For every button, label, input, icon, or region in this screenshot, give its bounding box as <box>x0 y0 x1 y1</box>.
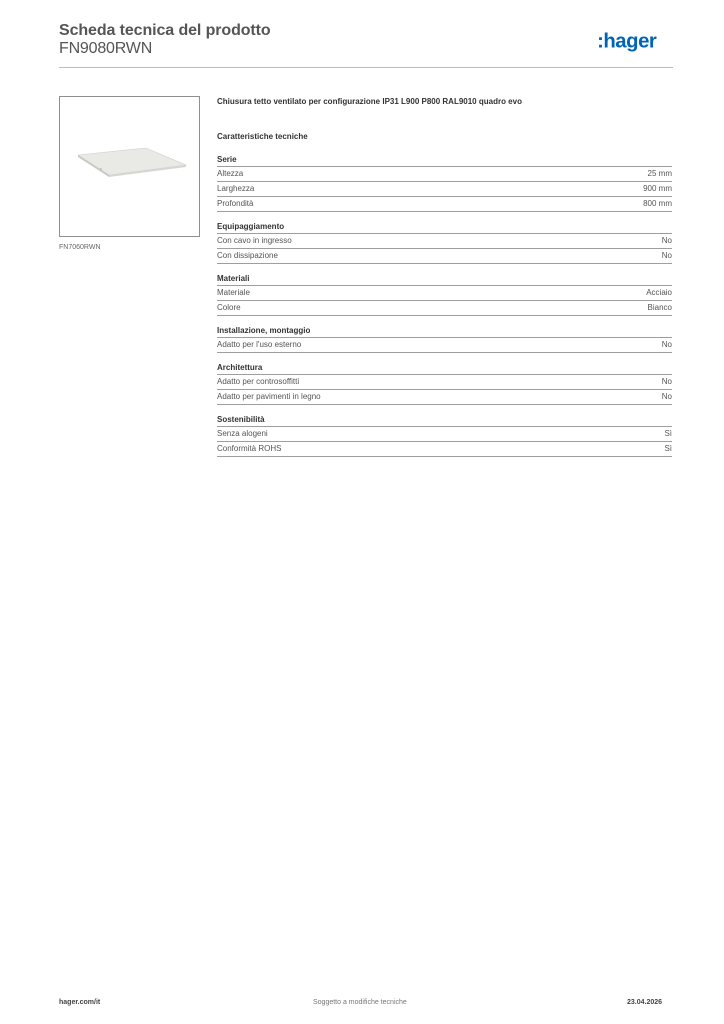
image-caption: FN7060RWN <box>59 244 101 251</box>
spec-row <box>217 233 672 248</box>
spec-value: Bianco <box>647 303 672 312</box>
spec-label: Con cavo in ingresso <box>217 236 292 245</box>
spec-row <box>217 300 672 316</box>
page-title: Scheda tecnica del prodotto <box>59 22 271 39</box>
spec-group <box>217 362 672 405</box>
spec-group <box>217 325 672 353</box>
spec-row <box>217 426 672 441</box>
svg-text::hager: :hager <box>597 30 657 53</box>
spec-value: No <box>661 236 672 245</box>
spec-label: Con dissipazione <box>217 251 278 260</box>
spec-group-title: Materiali <box>217 274 250 283</box>
product-code: FN9080RWN <box>59 40 153 57</box>
spec-value: 800 mm <box>643 199 672 208</box>
spec-row <box>217 441 672 457</box>
spec-rows <box>217 337 672 353</box>
spec-label: Profondità <box>217 199 254 208</box>
spec-row <box>217 389 672 405</box>
spec-rows <box>217 374 672 405</box>
section-heading: Caratteristiche tecniche <box>217 132 308 141</box>
spec-rows <box>217 426 672 457</box>
spec-label: Conformità ROHS <box>217 444 282 453</box>
spec-group-title: Sostenibilità <box>217 415 265 424</box>
spec-value: Sì <box>664 429 672 438</box>
spec-row <box>217 181 672 196</box>
spec-row <box>217 166 672 181</box>
product-description: Chiusura tetto ventilato per configurazione IP31 L900 P800 RAL9010 quadro evo <box>217 97 522 106</box>
spec-label: Senza alogeni <box>217 429 268 438</box>
spec-value: Sì <box>664 444 672 453</box>
header-divider <box>59 67 673 68</box>
footer-note: Soggetto a modifiche tecniche <box>313 999 407 1006</box>
spec-label: Adatto per l'uso esterno <box>217 340 302 349</box>
spec-row <box>217 374 672 389</box>
spec-group <box>217 154 672 212</box>
roof-panel-illustration <box>60 97 199 236</box>
spec-group-title: Installazione, montaggio <box>217 326 311 335</box>
spec-value: No <box>661 377 672 386</box>
spec-value: No <box>661 251 672 260</box>
spec-value: No <box>661 340 672 349</box>
spec-row <box>217 248 672 264</box>
characteristics-groups <box>217 154 672 457</box>
spec-value: Acciaio <box>646 288 672 297</box>
spec-group-title: Architettura <box>217 363 263 372</box>
spec-group-title: Equipaggiamento <box>217 222 285 231</box>
spec-row <box>217 196 672 212</box>
spec-value: No <box>661 392 672 401</box>
spec-group-title: Serie <box>217 155 237 164</box>
footer-date: 23.04.2026 <box>627 999 663 1006</box>
spec-row <box>217 285 672 300</box>
spec-group <box>217 273 672 316</box>
footer-website[interactable]: hager.com/it <box>59 999 101 1006</box>
technical-content <box>217 96 672 457</box>
spec-group <box>217 221 672 264</box>
spec-label: Larghezza <box>217 184 255 193</box>
product-image <box>59 96 200 237</box>
spec-value: 900 mm <box>643 184 672 193</box>
spec-label: Adatto per controsoffitti <box>217 377 300 386</box>
spec-label: Altezza <box>217 169 244 178</box>
spec-row <box>217 337 672 353</box>
spec-value: 25 mm <box>647 169 672 178</box>
spec-label: Materiale <box>217 288 250 297</box>
spec-group <box>217 414 672 457</box>
spec-rows <box>217 166 672 212</box>
spec-rows <box>217 233 672 264</box>
spec-rows <box>217 285 672 316</box>
spec-label: Adatto per pavimenti in legno <box>217 392 321 401</box>
hager-logo <box>594 29 674 53</box>
spec-label: Colore <box>217 303 241 312</box>
